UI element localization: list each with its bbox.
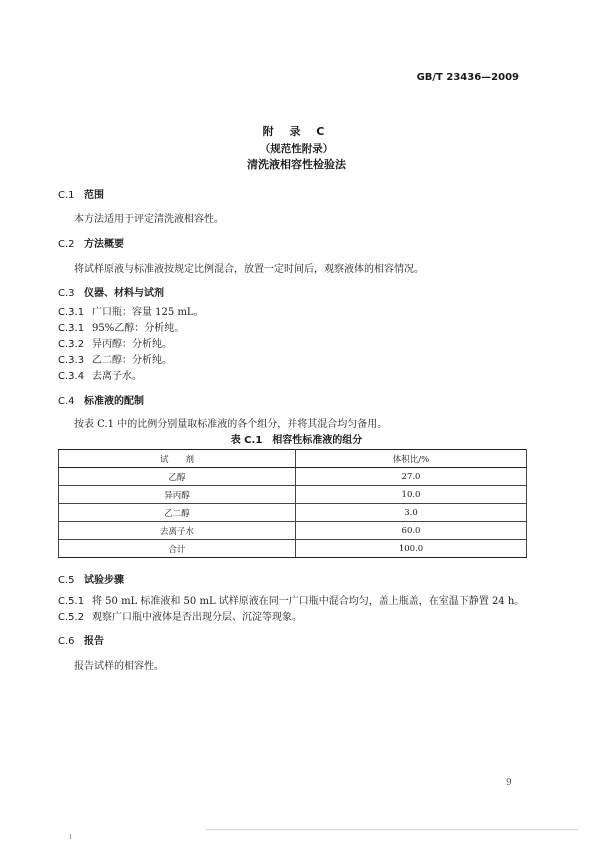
table-cell: 乙醇 xyxy=(59,468,296,486)
section-body-c4: 按表 C.1 中的比例分别量取标准液的各个组分，并将其混合均匀备用。 xyxy=(74,419,388,430)
table-cell: 60.0 xyxy=(296,522,527,540)
section-number: C.2 xyxy=(58,239,75,250)
section-title: 标准液的配制 xyxy=(84,396,144,407)
table-cell: 27.0 xyxy=(296,468,527,486)
section-body-c6: 报告试样的相容性。 xyxy=(74,661,164,672)
item-number: C.3.2 xyxy=(58,339,85,350)
table-row xyxy=(59,540,527,558)
corner-mark xyxy=(70,834,71,839)
item-text: 观察广口瓶中液体是否出现分层、沉淀等现象。 xyxy=(92,612,302,623)
item-number: C.3.1 xyxy=(58,323,85,334)
table-cell: 3.0 xyxy=(296,504,527,522)
item-text: 广口瓶：容量 125 mL。 xyxy=(92,307,204,318)
list-item xyxy=(58,335,172,350)
item-text: 去离子水。 xyxy=(92,371,142,382)
table-cell: 100.0 xyxy=(296,540,527,558)
section-number: C.4 xyxy=(58,396,75,407)
list-item xyxy=(58,592,524,607)
table-caption: 表 C.1 相容性标准液的组分 xyxy=(230,435,363,446)
section-heading-c2 xyxy=(58,235,124,250)
section-body-c2: 将试样原液与标准液按规定比例混合，放置一定时间后，观察液体的相容情况。 xyxy=(74,264,424,275)
section-title: 仪器、材料与试剂 xyxy=(84,288,164,299)
item-text: 将 50 mL 标准液和 50 mL 试样原液在同一广口瓶中混合均匀，盖上瓶盖，在室温下静置 24 h。 xyxy=(92,596,525,607)
table-cell: 10.0 xyxy=(296,486,527,504)
item-number: C.3.4 xyxy=(58,371,85,382)
list-item xyxy=(58,608,302,623)
table-cell: 异丙醇 xyxy=(59,486,296,504)
footer-divider xyxy=(206,829,578,830)
item-number: C.3.3 xyxy=(58,355,85,366)
table-cell: 合计 xyxy=(59,540,296,558)
item-number: C.5.1 xyxy=(58,596,85,607)
column-header: 试 剂 xyxy=(59,450,296,468)
table-row xyxy=(59,486,527,504)
section-heading-c6 xyxy=(58,632,104,647)
components-table xyxy=(58,449,527,558)
table-cell: 乙二醇 xyxy=(59,504,296,522)
section-heading-c1 xyxy=(58,186,104,201)
section-title: 范围 xyxy=(84,190,104,201)
item-text: 95%乙醇：分析纯。 xyxy=(92,323,185,334)
section-number: C.1 xyxy=(58,190,75,201)
item-text: 乙二醇：分析纯。 xyxy=(92,355,172,366)
list-item xyxy=(58,303,204,318)
standard-code: GB/T 23436—2009 xyxy=(416,72,519,83)
table-row xyxy=(59,468,527,486)
section-heading-c4 xyxy=(58,392,144,407)
section-heading-c5 xyxy=(58,571,124,586)
table-row xyxy=(59,522,527,540)
appendix-name: 清洗液相容性检验法 xyxy=(247,158,346,171)
list-item xyxy=(58,367,142,382)
table-header-row xyxy=(59,450,527,468)
section-title: 方法概要 xyxy=(84,239,124,250)
appendix-subtitle: （规范性附录） xyxy=(259,143,334,155)
table-cell: 去离子水 xyxy=(59,522,296,540)
section-body-c1: 本方法适用于评定清洗液相容性。 xyxy=(74,214,224,225)
table-row xyxy=(59,504,527,522)
item-number: C.5.2 xyxy=(58,612,85,623)
appendix-title: 附 录 C xyxy=(262,125,331,138)
column-header: 体积比/% xyxy=(296,450,527,468)
section-title: 试验步骤 xyxy=(84,575,124,586)
list-item xyxy=(58,319,184,334)
list-item xyxy=(58,351,172,366)
section-number: C.3 xyxy=(58,288,75,299)
section-title: 报告 xyxy=(84,636,104,647)
page-number: 9 xyxy=(506,778,512,788)
item-text: 异丙醇：分析纯。 xyxy=(92,339,172,350)
section-heading-c3 xyxy=(58,284,164,299)
item-number: C.3.1 xyxy=(58,307,85,318)
section-number: C.5 xyxy=(58,575,75,586)
section-number: C.6 xyxy=(58,636,75,647)
